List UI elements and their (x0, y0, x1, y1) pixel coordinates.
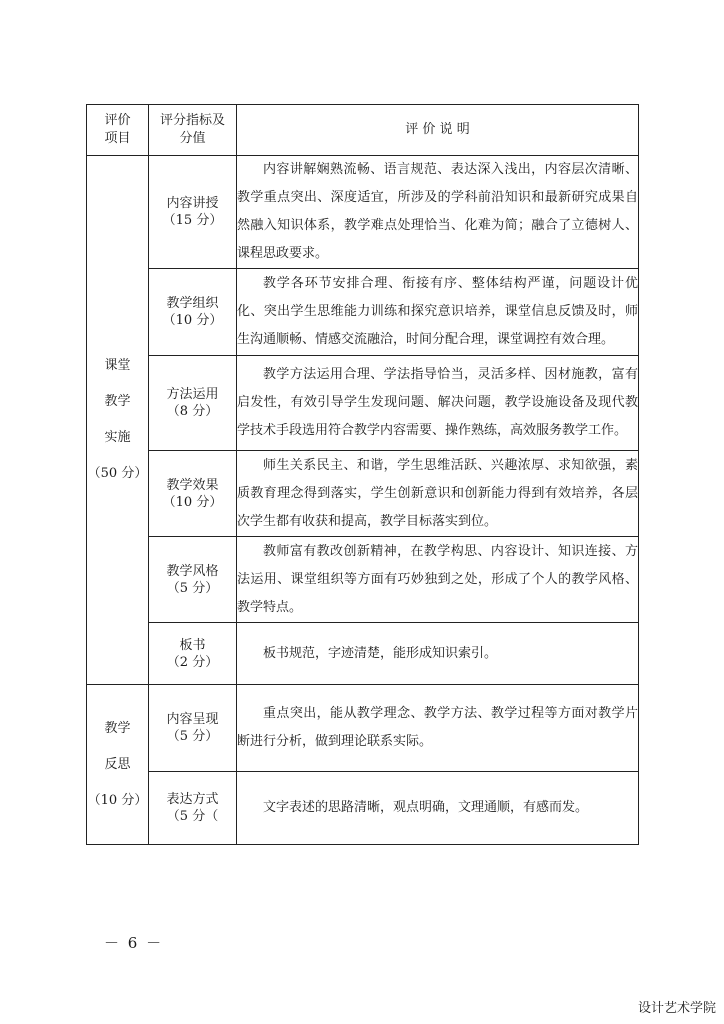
indicator-cell: 内容呈现 （5 分） (149, 685, 237, 772)
description-cell: 文字表述的思路清晰，观点明确，文理通顺，有感而发。 (237, 772, 639, 845)
header-indicator-score: 评分指标及 分值 (149, 105, 237, 156)
watermark-text: 设计艺术学院 (637, 1001, 716, 1016)
table-row (87, 356, 639, 451)
indicator-cell: 教学效果 （10 分） (149, 451, 237, 537)
evaluation-table (86, 104, 639, 845)
table-row (87, 772, 639, 845)
description-cell: 板书规范，字迹清楚，能形成知识索引。 (237, 623, 639, 685)
table-row (87, 269, 639, 356)
indicator-cell: 表达方式 （5 分（ (149, 772, 237, 845)
group-classroom-teaching: 课堂 教学 实施 （50 分） (87, 156, 149, 685)
indicator-cell: 教学风格 （5 分） (149, 537, 237, 623)
table-header-row (87, 105, 639, 156)
indicator-cell: 内容讲授 （15 分） (149, 156, 237, 269)
indicator-cell: 方法运用 （8 分） (149, 356, 237, 451)
description-cell: 教学各环节安排合理、衔接有序、整体结构严谨，问题设计优化、突出学生思维能力训练和探究意识培养，课堂信息反馈及时，师生沟通顺畅、情感交流融洽，时间分配合理，课堂调控有效合理。 (237, 269, 639, 356)
header-evaluation-item: 评价 项目 (87, 105, 149, 156)
table-row (87, 623, 639, 685)
group-teaching-reflection: 教学 反思 （10 分） (87, 685, 149, 845)
table-row (87, 156, 639, 269)
header-evaluation-description: 评 价 说 明 (237, 105, 639, 156)
indicator-cell: 教学组织 （10 分） (149, 269, 237, 356)
description-cell: 教师富有教改创新精神，在教学构思、内容设计、知识连接、方法运用、课堂组织等方面有巧妙独到之处，形成了个人的教学风格、教学特点。 (237, 537, 639, 623)
description-cell: 教学方法运用合理、学法指导恰当，灵活多样、因材施教，富有启发性，有效引导学生发现问题、解决问题，教学设施设备及现代教学技术手段选用符合教学内容需要、操作熟练，高效服务教学工作。 (237, 356, 639, 451)
page-number: － 6 － (104, 934, 164, 952)
table-row (87, 537, 639, 623)
description-cell: 师生关系民主、和谐，学生思维活跃、兴趣浓厚、求知欲强，素质教育理念得到落实，学生创新意识和创新能力得到有效培养，各层次学生都有收获和提高，教学目标落实到位。 (237, 451, 639, 537)
description-cell: 内容讲解娴熟流畅、语言规范、表达深入浅出，内容层次清晰、教学重点突出、深度适宜，所涉及的学科前沿知识和最新研究成果自然融入知识体系，教学难点处理恰当、化难为简；融合了立德树人、课程思政要求。 (237, 156, 639, 269)
description-cell: 重点突出，能从教学理念、教学方法、教学过程等方面对教学片断进行分析，做到理论联系实际。 (237, 685, 639, 772)
table-row (87, 685, 639, 772)
indicator-cell: 板书 （2 分） (149, 623, 237, 685)
table-row (87, 451, 639, 537)
